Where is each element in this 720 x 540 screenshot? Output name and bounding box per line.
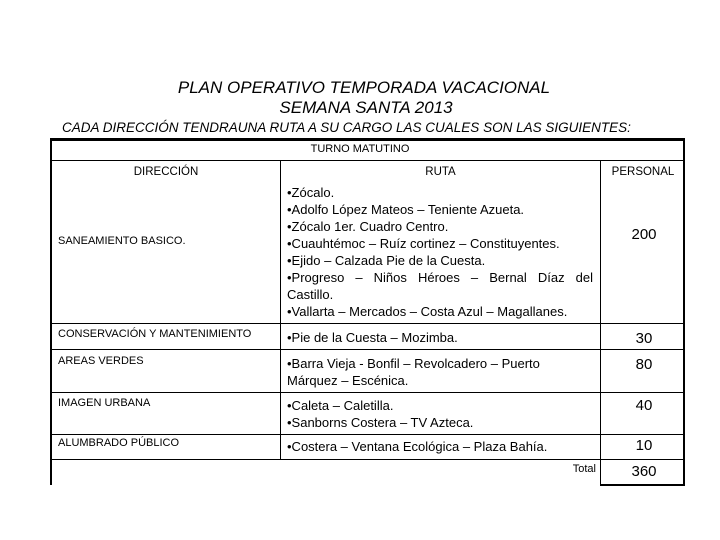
- direccion-cell: CONSERVACIÓN Y MANTENIMIENTO: [58, 328, 252, 340]
- route-item: •Pie de la Cuesta – Mozimba.: [287, 330, 458, 345]
- document-intro-text: CADA DIRECCIÓN TENDRAUNA RUTA A SU CARGO LAS CUALES SON LAS SIGUIENTES:: [62, 120, 631, 135]
- route-item: •Adolfo López Mateos – Teniente Azueta.: [287, 202, 525, 217]
- total-label: Total: [572, 463, 596, 475]
- table-rule: [52, 392, 683, 393]
- ruta-cell: [287, 397, 473, 431]
- shift-label: TURNO MATUTINO: [310, 143, 410, 155]
- table-rule: [52, 349, 683, 350]
- route-item: •Costera – Ventana Ecológica – Plaza Bahía.: [287, 439, 548, 454]
- route-item: •Cuauhtémoc – Ruíz cortinez – Constituyentes.: [287, 236, 560, 251]
- personal-cell: 40: [635, 397, 653, 414]
- table-rule: [280, 160, 281, 460]
- personal-cell: 200: [631, 226, 657, 243]
- direccion-cell: SANEAMIENTO BASICO.: [58, 235, 186, 247]
- document-subtitle-year: SEMANA SANTA 2013: [279, 98, 453, 117]
- column-header-personal: PERSONAL: [611, 166, 675, 178]
- table-rule: [52, 160, 683, 161]
- ruta-cell: [287, 438, 547, 455]
- direccion-cell: AREAS VERDES: [58, 355, 144, 367]
- table-rule: [52, 459, 683, 460]
- personal-cell: 10: [635, 437, 653, 454]
- route-item: •Sanborns Costera – TV Azteca.: [287, 415, 474, 430]
- direccion-cell: IMAGEN URBANA: [58, 397, 151, 409]
- route-item-continuation: Castillo.: [287, 287, 334, 302]
- route-item: •Vallarta – Mercados – Costa Azul – Magallanes.: [287, 304, 568, 319]
- route-item-continuation: Márquez – Escénica.: [287, 373, 409, 388]
- column-header-ruta: RUTA: [425, 166, 456, 178]
- route-item: •Ejido – Calzada Pie de la Cuesta.: [287, 253, 486, 268]
- personal-cell: 30: [635, 330, 653, 347]
- ruta-cell: [287, 355, 593, 389]
- column-header-direccion: DIRECCIÓN: [133, 166, 199, 178]
- total-value: 360: [631, 463, 657, 480]
- route-item: •Barra Vieja - Bonfil – Revolcadero – Puerto: [287, 356, 540, 371]
- table-rule: [52, 323, 683, 324]
- route-item: •Caleta – Caletilla.: [287, 398, 394, 413]
- ruta-cell: [287, 184, 593, 320]
- route-item: •Zócalo.: [287, 185, 335, 200]
- route-item: •Zócalo 1er. Cuadro Centro.: [287, 219, 449, 234]
- table-rule: [600, 160, 601, 486]
- table-rule: [600, 484, 685, 486]
- ruta-cell: [287, 329, 458, 346]
- table-rule: [52, 434, 683, 435]
- route-item: •Progreso – Niños Héroes – Bernal Díaz del: [287, 270, 593, 285]
- direccion-cell: ALUMBRADO PÚBLICO: [58, 437, 180, 449]
- personal-cell: 80: [635, 356, 653, 373]
- document-title: PLAN OPERATIVO TEMPORADA VACACIONAL: [177, 78, 551, 97]
